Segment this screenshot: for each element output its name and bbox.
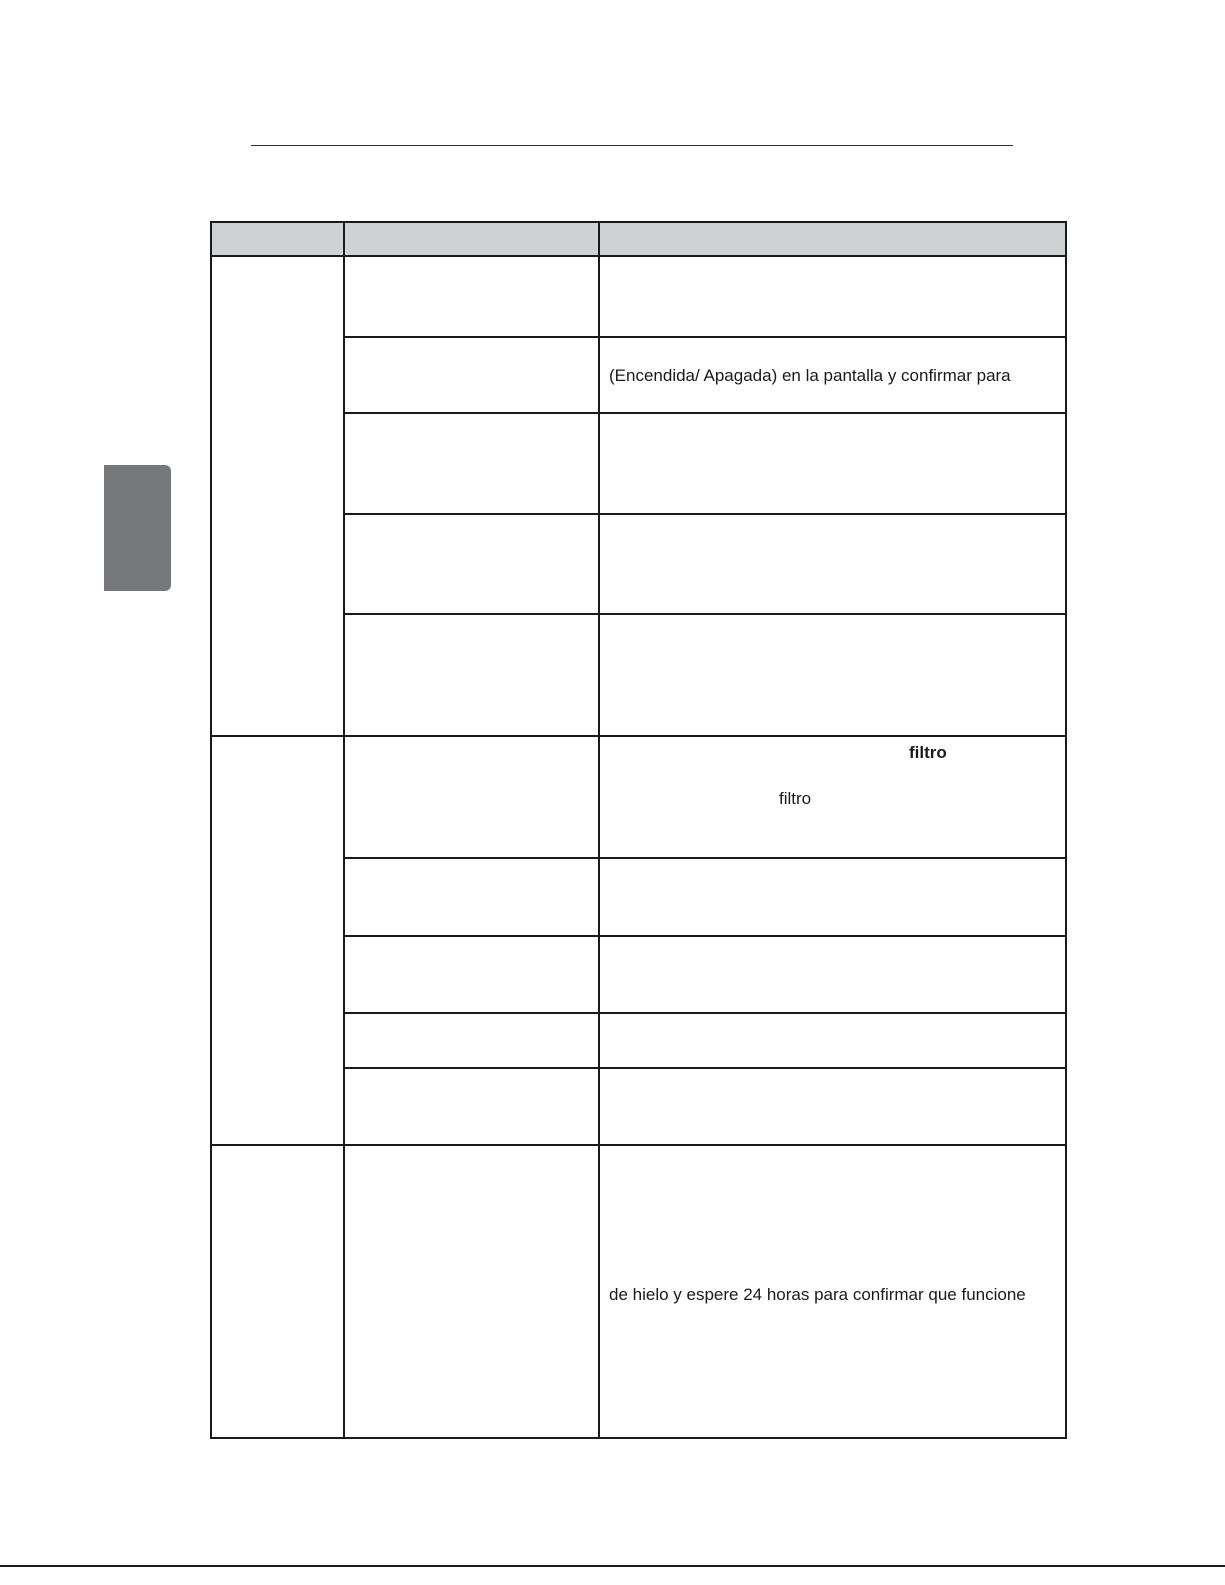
section-tab [104, 465, 171, 591]
cause-cell [344, 413, 599, 514]
solution-text-hielo: de hielo y espere 24 horas para confirmar que funcione [609, 1285, 1026, 1304]
header-rule [251, 145, 1013, 146]
header-cause [344, 222, 599, 256]
solution-text-filtro: filtro [779, 789, 812, 808]
solution-cell [599, 736, 1066, 858]
solution-cell [599, 256, 1066, 337]
cause-cell [344, 1145, 599, 1438]
solution-cell [599, 413, 1066, 514]
cause-cell [344, 858, 599, 936]
table-row [211, 1145, 1066, 1438]
cause-cell [344, 337, 599, 413]
solution-cell [599, 1145, 1066, 1438]
solution-cell [599, 936, 1066, 1013]
cause-cell [344, 1068, 599, 1145]
solution-cell [599, 1068, 1066, 1145]
table-row [211, 736, 1066, 858]
solution-cell [599, 1013, 1066, 1068]
cause-cell [344, 614, 599, 736]
solution-text-filtro-bold: filtro [909, 743, 947, 762]
table-header-row [211, 222, 1066, 256]
solution-cell [599, 514, 1066, 614]
problem-cell-2 [211, 736, 344, 1145]
table-row [211, 256, 1066, 337]
cause-cell [344, 736, 599, 858]
troubleshooting-table-wrap [210, 221, 1065, 1439]
problem-cell-3 [211, 1145, 344, 1438]
header-problem [211, 222, 344, 256]
cause-cell [344, 514, 599, 614]
troubleshooting-table [210, 221, 1067, 1439]
solution-cell [599, 614, 1066, 736]
problem-cell-1 [211, 256, 344, 736]
solution-cell [599, 337, 1066, 413]
cause-cell [344, 256, 599, 337]
header-solution [599, 222, 1066, 256]
cause-cell [344, 1013, 599, 1068]
solution-cell [599, 858, 1066, 936]
cause-cell [344, 936, 599, 1013]
bottom-rule [0, 1565, 1225, 1567]
solution-text-encendida: (Encendida/ Apagada) en la pantalla y confirmar para [609, 366, 1011, 385]
